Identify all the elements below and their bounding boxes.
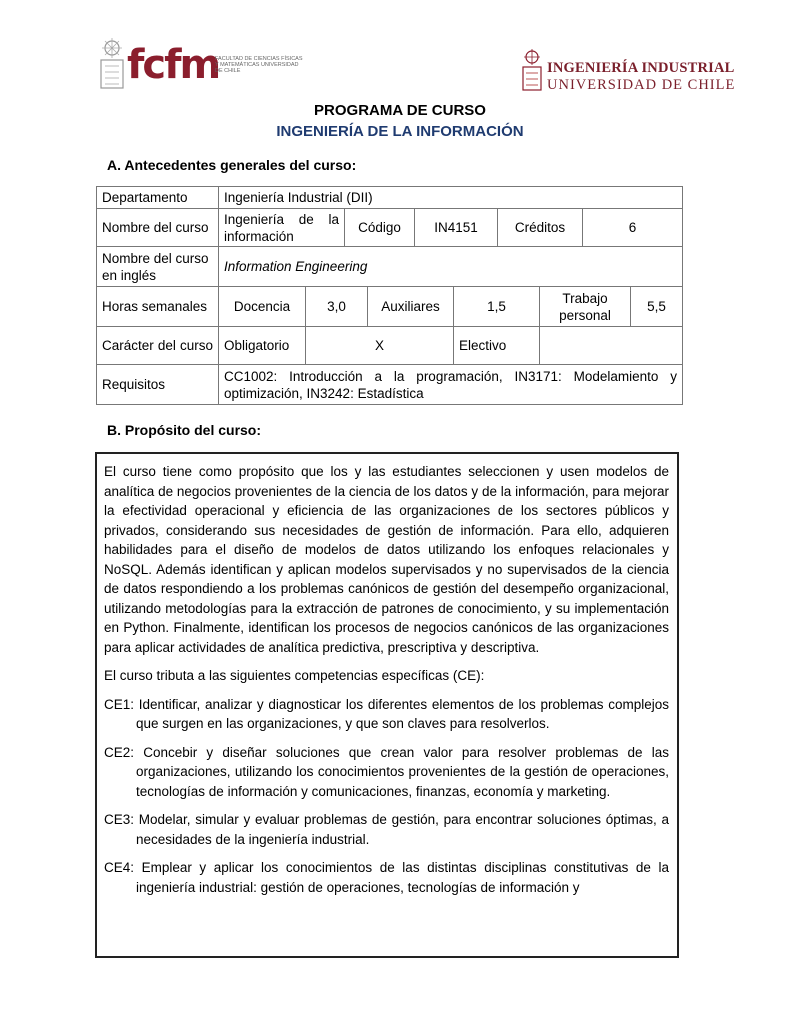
- fcfm-logo-text: fcfm: [127, 42, 220, 88]
- right-logo-line2: UNIVERSIDAD DE CHILE: [547, 77, 736, 93]
- horas-label: Horas semanales: [97, 287, 219, 327]
- auxiliares-label: Auxiliares: [368, 287, 454, 327]
- course-title: INGENIERÍA DE LA INFORMACIÓN: [276, 123, 524, 140]
- trabajo-personal-label: Trabajo personal: [540, 287, 631, 327]
- nombre-curso-value: Ingeniería de la información: [219, 209, 345, 247]
- fcfm-logo: [97, 36, 303, 94]
- docencia-label: Docencia: [219, 287, 306, 327]
- auxiliares-value: 1,5: [454, 287, 540, 327]
- codigo-label: Código: [345, 209, 415, 247]
- fcfm-logo-subtitle: FACULTAD DE CIENCIAS FÍSICAS Y MATEMÁTICAS UNIVERSIDAD DE CHILE: [215, 56, 303, 74]
- university-crest-icon: [97, 36, 127, 92]
- nombre-ingles-value: Information Engineering: [219, 247, 683, 287]
- competencia-ce4: CE4: Emplear y aplicar los conocimientos de las distintas disciplinas constitutivas de la ingeniería industrial: gestión de operaciones, tecnologías de información y: [104, 860, 669, 895]
- course-info-table: [96, 186, 683, 405]
- creditos-value: 6: [583, 209, 683, 247]
- right-logo-line1: INGENIERÍA INDUSTRIAL: [547, 60, 735, 76]
- university-crest-icon: [521, 48, 543, 92]
- competencia-ce1: CE1: Identificar, analizar y diagnosticar los diferentes elementos de los problemas complejos que surgen en las organizaciones, y que son claves para resolverlos.: [104, 696, 669, 731]
- obligatorio-label: Obligatorio: [219, 327, 306, 365]
- docencia-value: 3,0: [306, 287, 368, 327]
- electivo-label: Electivo: [454, 327, 540, 365]
- table-row: [97, 365, 683, 405]
- departamento-label: Departamento: [97, 187, 219, 209]
- purpose-box: [95, 452, 679, 958]
- nombre-ingles-label: Nombre del curso en inglés: [97, 247, 219, 287]
- requisitos-value: CC1002: Introducción a la programación, IN3171: Modelamiento y optimización, IN3242: Estadística: [219, 365, 683, 405]
- requisitos-label: Requisitos: [97, 365, 219, 405]
- competencias-intro: El curso tributa a las siguientes competencias específicas (CE):: [104, 668, 485, 683]
- competencia-ce2: CE2: Concebir y diseñar soluciones que crean valor para resolver problemas de las organizaciones, utilizando los conocimientos provenientes de la gestión de operaciones, tecnologías de información y comunicaciones, finanzas, economía y marketing.: [104, 744, 669, 799]
- trabajo-personal-value: 5,5: [631, 287, 683, 327]
- table-row: [97, 187, 683, 209]
- table-row: [97, 327, 683, 365]
- nombre-curso-label: Nombre del curso: [97, 209, 219, 247]
- section-a-heading: A. Antecedentes generales del curso:: [107, 157, 357, 173]
- ingenieria-industrial-logo: [521, 48, 736, 94]
- table-row: [97, 247, 683, 287]
- competencia-ce3: CE3: Modelar, simular y evaluar problemas de gestión, para encontrar soluciones óptimas, a necesidades de la ingeniería industrial.: [104, 812, 669, 847]
- departamento-value: Ingeniería Industrial (DII): [219, 187, 683, 209]
- page-title: PROGRAMA DE CURSO: [314, 102, 486, 119]
- caracter-label: Carácter del curso: [97, 327, 219, 365]
- table-row: [97, 209, 683, 247]
- electivo-mark: [540, 327, 683, 365]
- obligatorio-mark: X: [306, 327, 454, 365]
- creditos-label: Créditos: [498, 209, 583, 247]
- table-row: [97, 287, 683, 327]
- section-b-heading: B. Propósito del curso:: [107, 422, 262, 438]
- codigo-value: IN4151: [415, 209, 498, 247]
- purpose-paragraph: El curso tiene como propósito que los y las estudiantes seleccionen y usen modelos de analítica de negocios provenientes de la ciencia de los datos y de la información, para mejorar la efectividad operacional y eficiencia de las organizaciones de los sectores públicos y privados, considerando sus necesidades de gestión de información. Para ello, adquieren habilidades para el diseño de modelos de datos utilizando los enfoques relacionales y NoSQL. Además identifican y aplican modelos supervisados y no supervisados de la ciencia de datos respondiendo a los problemas canónicos de gestión del desempeño organizacional, utilizando metodologías para la extracción de patrones de conocimiento, y su implementación en Python. Finalmente, identifican los procesos de negocios canónicos de las organizaciones para aplicar actividades de analítica predictiva, prescriptiva y descriptiva.: [104, 464, 669, 655]
